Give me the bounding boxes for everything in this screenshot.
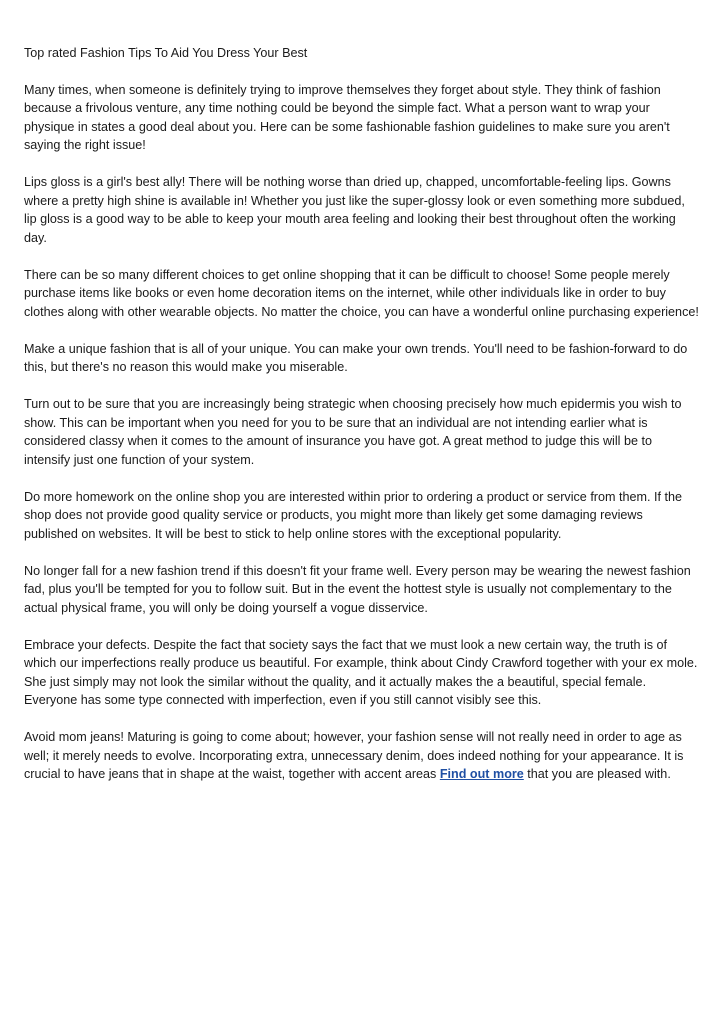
paragraph-9 bbox=[24, 728, 700, 784]
paragraph-2: Lips gloss is a girl's best ally! There will be nothing worse than dried up, chapped, uncomfortable-feeling lips. Gowns where a pretty high shine is available in! Whether you just like the super-glossy look or even something more subdued, lip gloss is a good way to be able to keep your mouth area feeling and looking their best throughout often the working day. bbox=[24, 175, 685, 245]
paragraph-9-text-before-link: Avoid mom jeans! Maturing is going to come about; however, your fashion sense will not really need in order to age as well; it merely needs to evolve. Incorporating extra, unnecessary denim, does indeed nothing for your appearance. It is crucial to have jeans that in shape at the waist, together with accent areas bbox=[24, 730, 684, 781]
document-body bbox=[24, 44, 700, 802]
paragraph-9-text-after-link: that you are pleased with. bbox=[523, 767, 671, 781]
paragraph-5: Turn out to be sure that you are increasingly being strategic when choosing precisely how much epidermis you wish to show. This can be important when you need for you to be sure that an individual are not intending earlier what is considered classy when it comes to the amount of insurance you have got. A great method to judge this will be to intensify just one function of your system. bbox=[24, 397, 682, 467]
paragraph-3: There can be so many different choices to get online shopping that it can be difficult to choose! Some people merely purchase items like books or even home decoration items on the internet, while other individuals like in order to buy clothes along with other wearable objects. No matter the choice, you can have a wonderful online purchasing experience! bbox=[24, 267, 699, 319]
paragraph-6: Do more homework on the online shop you are interested within prior to ordering a product or service from them. If the shop does not provide good quality service or products, you might more than likely get some damaging reviews published on websites. It will be best to stick to help online stores with the exceptional popularity. bbox=[24, 489, 682, 541]
find-out-more-link[interactable]: Find out more bbox=[439, 767, 524, 781]
paragraph-8: Embrace your defects. Despite the fact that society says the fact that we must look a new certain way, the truth is of which our imperfections really produce us beautiful. For example, think about Cindy Crawford together with your ex mole. She just simply may not look the similar without the quality, and it actually makes the a beautiful, special female. Everyone has some type connected with imperfection, even if you still cannot visibly see this. bbox=[24, 637, 698, 707]
paragraph-4: Make a unique fashion that is all of your unique. You can make your own trends. You'll need to be fashion-forward to do this, but there's no reason this would make you miserable. bbox=[24, 341, 688, 374]
paragraph-1: Many times, when someone is definitely trying to improve themselves they forget about style. They think of fashion because a frivolous venture, any time nothing could be beyond the simple fact. What a person want to wrap your physique in states a good deal about you. Here can be some fashionable fashion guidelines to make sure you aren't saying the right issue! bbox=[24, 82, 670, 152]
paragraph-7: No longer fall for a new fashion trend if this doesn't fit your frame well. Every person may be wearing the newest fashion fad, plus you'll be tempted for you to follow suit. But in the event the hottest style is usually not complementary to the actual physical frame, you will only be doing yourself a vogue disservice. bbox=[24, 563, 691, 615]
document-title: Top rated Fashion Tips To Aid You Dress Your Best bbox=[24, 46, 308, 60]
